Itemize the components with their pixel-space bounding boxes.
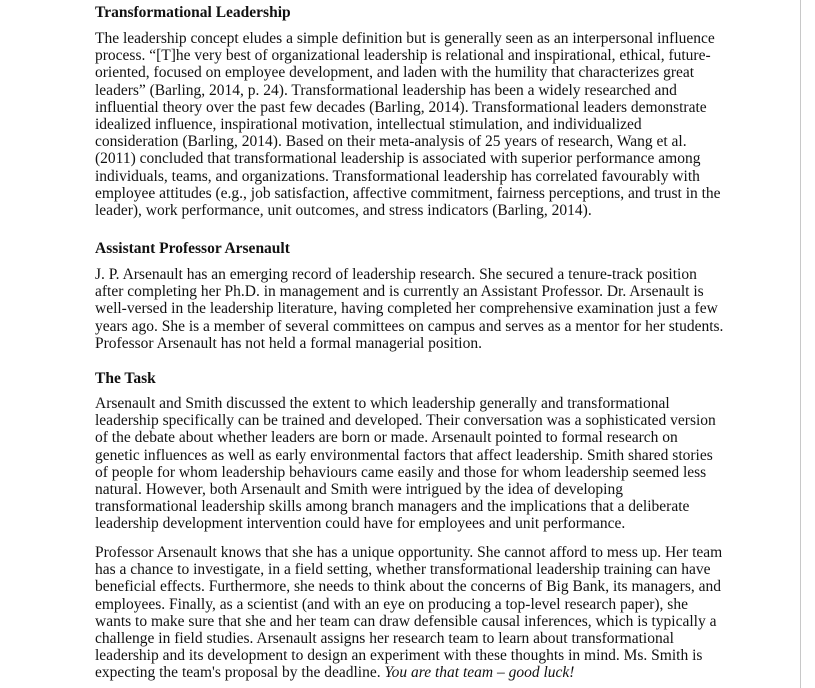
closing-italic-text: You are that team – good luck!: [384, 664, 575, 682]
text-line: Professor Arsenault knows that she has a unique opportunity. She cannot afford to mess up. Her team: [95, 544, 723, 561]
text-line: wants to make sure that she and her team can draw defensible causal inferences, which is typically a: [95, 612, 717, 630]
text-line-final: [95, 664, 717, 681]
text-line: has a chance to investigate, in a field setting, whether transformational leadership training can have: [95, 561, 711, 579]
text-line: leadership specifically can be trained and developed. Their conversation was a sophisticated version: [95, 412, 716, 430]
text-line: J. P. Arsenault has an emerging record of leadership research. She secured a tenure-track position: [95, 266, 697, 283]
text-line: leadership and its development to design an experiment with these thoughts in mind. Ms. Smith is: [95, 647, 703, 665]
text-line: idealized influence, inspirational motivation, intellectual stimulation, and individualized: [95, 115, 642, 133]
section-heading-the-task: The Task: [95, 370, 156, 387]
paragraph-assistant-professor: [95, 266, 724, 352]
text-line: leader), work performance, unit outcomes, and stress indicators (Barling, 2014).: [95, 201, 592, 219]
text-line: The leadership concept eludes a simple definition but is generally seen as an interpersonal influence: [95, 30, 715, 47]
text-line: influential theory over the past few decades (Barling, 2014). Transformational leaders demonstrate: [95, 98, 707, 116]
text-line: of the debate about whether leaders are born or made. Arsenault pointed to formal research on: [95, 429, 678, 447]
text-line: process. “[T]he very best of organizational leadership is relational and inspirational, ethical, future-: [95, 47, 711, 65]
text-line: (2011) concluded that transformational leadership is associated with superior performance among: [95, 150, 701, 168]
text-line: leaders” (Barling, 2014, p. 24). Transformational leadership has been a widely researched and: [95, 81, 677, 99]
final-line-text: expecting the team's proposal by the deadline.: [95, 664, 385, 682]
text-line: challenge in field studies. Arsenault assigns her research team to learn about transformational: [95, 629, 674, 647]
text-line: of people for whom leadership behaviours came easily and those for whom leadership seemed less: [95, 463, 707, 481]
text-line: genetic influences as well as early environmental factors that affect leadership. Smith shared stories: [95, 446, 713, 464]
viewer-gutter: [801, 0, 815, 688]
text-line: natural. However, both Arsenault and Smith were intrigued by the idea of developing: [95, 480, 623, 498]
text-line: years ago. She is a member of several committees on campus and serves as a mentor for her students.: [95, 317, 724, 335]
text-line: consideration (Barling, 2014). Based on their meta-analysis of 25 years of research, Wang et al.: [95, 133, 687, 151]
paragraph-transformational-leadership: [95, 30, 721, 219]
text-line: beneficial effects. Furthermore, she needs to think about the concerns of Big Bank, its managers, and: [95, 578, 721, 596]
text-line: oriented, focused on employee development, and laden with the humility that characterizes great: [95, 64, 695, 82]
paragraph-the-task-2: [95, 544, 723, 682]
paragraph-the-task-1: [95, 395, 717, 533]
section-heading-transformational-leadership: Transformational Leadership: [95, 4, 291, 21]
section-heading-assistant-professor-arsenault: Assistant Professor Arsenault: [95, 240, 290, 257]
text-line: after completing her Ph.D. in management and is currently an Assistant Professor. Dr. Arsenault is: [95, 283, 704, 301]
text-line: Professor Arsenault has not held a formal managerial position.: [95, 334, 482, 352]
text-line: employee attitudes (e.g., job satisfaction, affective commitment, fairness perceptions, and trust in the: [95, 184, 721, 202]
text-line: employees. Finally, as a scientist (and with an eye on producing a top-level research paper), she: [95, 595, 688, 613]
text-line: individuals, teams, and organizations. Transformational leadership has correlated favourably with: [95, 167, 700, 185]
text-line: leadership development intervention could have for employees and unit performance.: [95, 515, 626, 533]
text-line: well-versed in the leadership literature, having completed her comprehensive examination just a few: [95, 300, 718, 318]
text-line: Arsenault and Smith discussed the extent to which leadership generally and transformational: [95, 395, 670, 412]
text-line: transformational leadership skills among branch managers and the implications that a deliberate: [95, 498, 690, 516]
